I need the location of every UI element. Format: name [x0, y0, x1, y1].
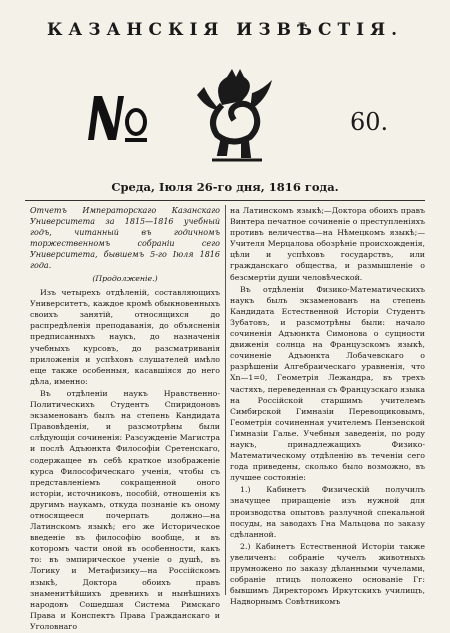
- right-paragraph: 2.) Кабинетъ Естественной Исторіи также увеличенъ: собраніе чучелъ животныхъ прумножено по заказу дѣланными чучелами, собраніе птицъ положено основаніе Гг: бывшимъ Директоромъ Иркутскихъ училищъ, Надворнымъ Совѣтникомъ: [230, 541, 425, 607]
- right-paragraph: 1.) Кабинетъ Физическій получилъ значущее приращеніе изъ нужной для производства опытовъ разлучной спекальной посуды, на заводахъ Гна Мальцова по заказу сдѣланной.: [230, 485, 425, 539]
- right-column: [230, 205, 425, 608]
- left-paragraph: Въ отдѣленіи наукъ Нравственно-Политическихъ Студентъ Спиридоновъ экзаменованъ былъ на степень Кандидата Правовѣденія, и разсмотрѣны были слѣдующія сочиненія: Разсужденіе Магистра и послѣ Адъюнкта Философіи Сретенскаго, содержащее въ себѣ краткое изображеніе курса Философическаго ученія, чтобы съ представленіемъ сокращенной оного исторіи, источниковъ, пособій, отношенія къ другимъ наукамъ, откуда познаніе къ оному относящееся почерпать должно—на Латинскомъ языкѣ; его же Историческое введеніе въ философію вообще, и въ которомъ части оной въ особенности, какъ то: въ эмпирическое ученіе о душѣ, въ Логику и Метафизику—на Россійскомъ языкѣ, Доктора обоихъ правъ знаменитѣйшихъ древнихъ и нынѣшнихъ народовъ Сошедшая Система Римскаго Права и Конспектъ Права Гражданскаго и Уголовнаго: [30, 388, 220, 631]
- right-paragraph: на Латинскомъ языкѣ;—Доктора обоихъ правъ Винтера печатное сочиненіе о преступленіяхъ противъ величества—на Нѣмецкомъ языкѣ;—Учителя Мерцалова обозрѣніе происхожденія, цѣли и успѣховъ государствъ, или гражданскаго общества, и размышленіе о безсмертіи души человѣческой.: [230, 206, 425, 282]
- kazan-dragon-emblem: [192, 65, 277, 165]
- report-title: Отчетъ Императорскаго Казанскаго Университета за 1815—1816 учебный годъ, читанный въ годичномъ торжественномъ собраніи сего Университета, бывшемъ 5-го Іюля 1816 года.: [30, 206, 220, 270]
- numero-sign: [80, 88, 150, 148]
- header-rule: [25, 200, 425, 201]
- left-paragraph: Изъ четырехъ отдѣленій, составляющихъ Университетъ, каждое кромѣ обыкновенныхъ своихъ занятій, относящихся до распредѣленія преподаванія, до объясненія предписанныхъ наукъ, до назначенія учебныхъ курсовъ, до разсматриванія приложенія и успѣховъ слушателей имѣло еще также особенныя, касавшіяся до него дѣла, именно:: [30, 288, 220, 386]
- continuation-note: (Продолженіе.): [92, 274, 158, 283]
- dateline: Среда, Іюля 26-го дня, 1816 года.: [111, 180, 339, 194]
- right-paragraph: Въ отдѣленіи Физико-Математическихъ наукъ былъ экзаменованъ на степень Кандидата Естественной Исторіи Студентъ Зубатовъ, и разсмотрѣны были: начало сочиненія Адъюнкта Симонова о сущности движенія солнца на Французскомъ языкѣ, сочиненіе Адъюнкта Лобачевскаго о разрѣшеніи Алгебраическаго уравненія, что Xn—1=0, Геометрія Лежандра, въ трехъ частяхъ, переведенная съ Французскаго языка на Россійской старшимъ учителемъ Симбирской Гимназіи Перевощиковымъ, Геометрія сочиненная учителемъ Пензенской Гимназіи Галье. Учебныя заведенія, по роду наукъ, принадлежащихъ Физико-Математическому отдѣленію въ теченіи сего года приведены, сколько было возможно, въ лучшее состояніе:: [230, 284, 426, 483]
- issue-number: 60.: [350, 108, 389, 136]
- column-divider: [225, 205, 226, 595]
- left-column: [30, 205, 220, 633]
- masthead-title: КАЗАНСКІЯ ИЗВѢСТІЯ.: [46, 20, 404, 40]
